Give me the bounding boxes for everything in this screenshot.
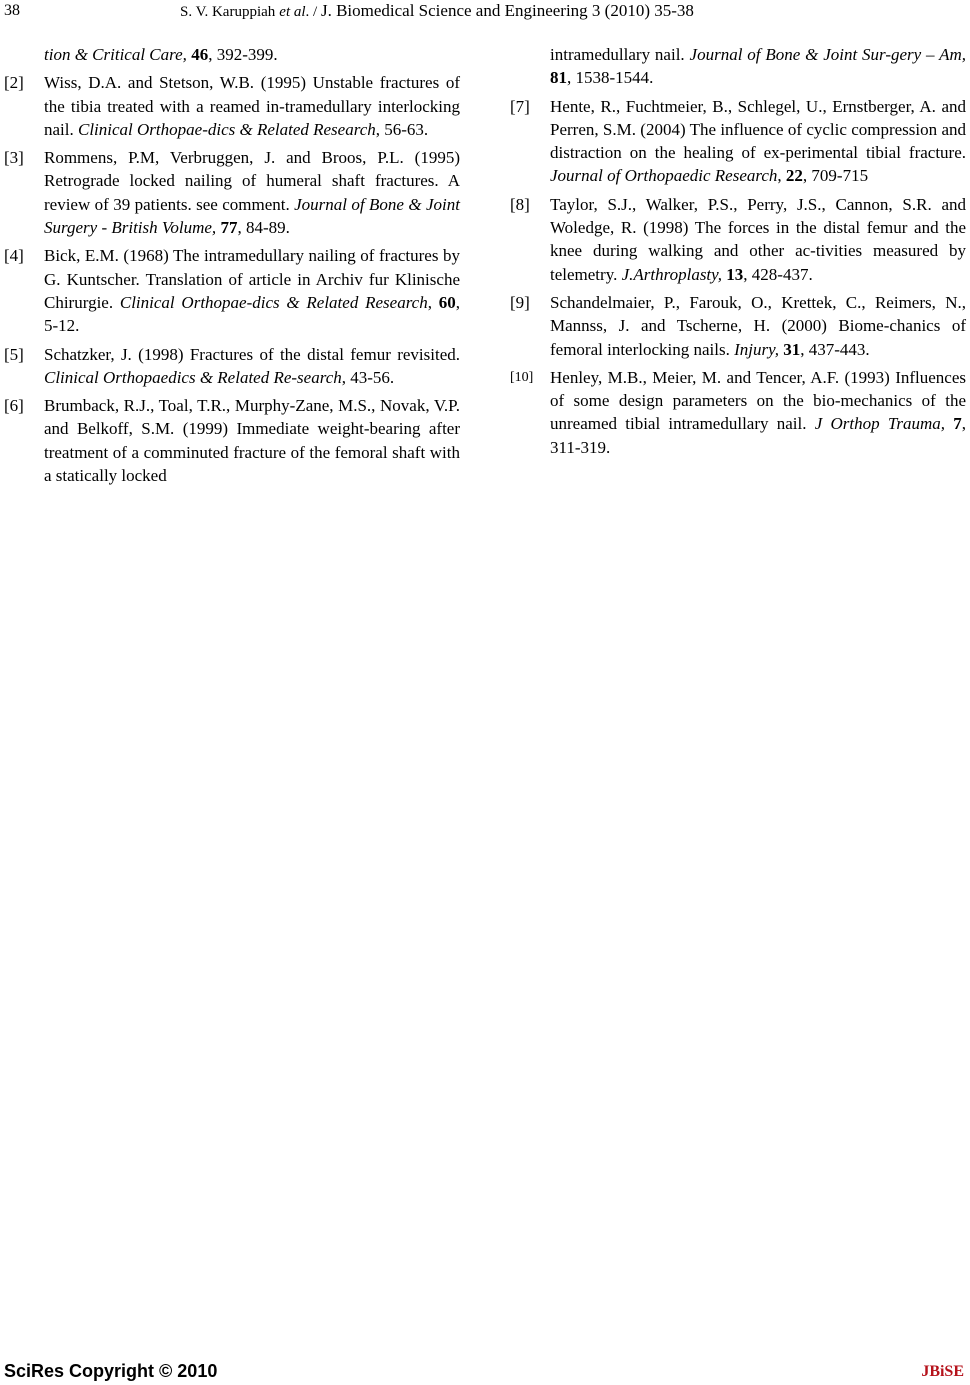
- journal-title: Clinical Orthopae-dics & Related Research: [78, 119, 376, 139]
- reference-segment: ,: [427, 292, 439, 312]
- reference-segment: Schandelmaier, P., Farouk, O., Krettek, C., Reimers, N., Mannss, J. and Tscherne, H. (2000) Biome-chanics of femoral interlocking nails.: [550, 292, 966, 359]
- journal-title: Injury,: [734, 339, 779, 359]
- journal-title: tion & Critical Care,: [44, 45, 187, 64]
- journal-title: Clinical Orthopae-dics & Related Research: [119, 292, 428, 312]
- reference-segment: Taylor, S.J., Walker, P.S., Perry, J.S., Cannon, S.R. and Woledge, R. (1998) The forces in the distal femur and the knee during walking and other ac-tivities measured by telemetry.: [550, 194, 966, 284]
- reference-number: [10]: [510, 369, 534, 385]
- reference-segment: Brumback, R.J., Toal, T.R., Murphy-Zane, M.S., Novak, V.P. and Belkoff, S.M. (1999) Immediate weight-bearing after treatment of a comminuted fracture of the femoral shaft with a statically locked: [44, 396, 460, 486]
- page-number: 38: [4, 2, 20, 19]
- reference-entry: [4, 343, 460, 390]
- journal-title: J.Arthroplasty,: [621, 264, 723, 284]
- reference-segment: , 1538-1544.: [567, 68, 654, 88]
- volume-number: 60: [438, 292, 456, 312]
- reference-segment: , 709-715: [802, 166, 869, 186]
- reference-segment: , 56-63.: [375, 119, 429, 139]
- reference-number: [3]: [4, 148, 24, 168]
- header-separator: . /: [305, 4, 321, 20]
- reference-number: [7]: [510, 96, 530, 116]
- reference-segment: , 428-437.: [743, 264, 813, 284]
- reference-text: [550, 43, 966, 90]
- references-left-column: [4, 43, 460, 492]
- volume-number: 31: [783, 339, 801, 359]
- reference-text: [44, 43, 460, 66]
- reference-segment: Bick, E.M. (1968) The intramedullary nailing of fractures by G. Kuntscher. Translation of article in Archiv fur Klinische Chirurgie.: [44, 246, 460, 312]
- journal-title: Journal of Orthopaedic Research: [550, 166, 778, 186]
- header-et-al: et al: [279, 4, 306, 20]
- reference-segment: , 437-443.: [800, 339, 870, 359]
- reference-number: [5]: [4, 344, 24, 364]
- reference-entry: [510, 193, 966, 286]
- reference-entry: [4, 244, 460, 337]
- volume-number: 7: [953, 414, 962, 434]
- reference-segment: Rommens, P.M, Verbruggen, J. and Broos, P.L. (1995) Retrograde locked nailing of humeral shaft fractures. A review of 39 patients. see comment.: [44, 148, 460, 214]
- page-footer: [0, 1355, 970, 1385]
- reference-segment: Henley, M.B., Meier, M. and Tencer, A.F. (1993) Influences of some design parameters on the bio-mechanics of the unreamed tibial intramedullary nail.: [550, 367, 966, 434]
- reference-text: [550, 366, 966, 459]
- references-right-column: [510, 43, 966, 464]
- journal-title: Journal of Bone & Joint Surgery - British Volume,: [44, 194, 460, 238]
- reference-number: [9]: [510, 292, 530, 312]
- reference-number: [2]: [4, 73, 24, 93]
- reference-text: [44, 343, 460, 390]
- reference-text: [44, 146, 460, 239]
- reference-number: [8]: [510, 194, 530, 214]
- reference-segment: [945, 414, 953, 433]
- reference-entry: [4, 394, 460, 487]
- copyright-notice: SciRes Copyright © 2010: [4, 1361, 218, 1381]
- reference-entry: [510, 291, 966, 361]
- reference-segment: , 84-89.: [237, 218, 290, 238]
- reference-segment: Wiss, D.A. and Stetson, W.B. (1995) Unstable fractures of the tibia treated with a reamed in-tramedullary interlocking nail.: [44, 73, 460, 139]
- volume-number: 81: [550, 68, 567, 88]
- journal-title: Clinical Orthopaedics & Related Re-search: [44, 367, 342, 387]
- running-title: [180, 1, 694, 22]
- reference-segment: Schatzker, J. (1998) Fractures of the distal femur revisited.: [44, 344, 460, 364]
- reference-text: [550, 193, 966, 286]
- reference-segment: , 392-399.: [208, 45, 278, 64]
- reference-entry: [510, 95, 966, 188]
- volume-number: 13: [726, 264, 744, 284]
- running-header: [0, 0, 970, 24]
- volume-number: 46: [191, 45, 209, 64]
- volume-number: 77: [220, 218, 238, 238]
- reference-text: [44, 244, 460, 337]
- volume-number: 22: [785, 166, 803, 186]
- reference-text: [44, 394, 460, 487]
- reference-text: [44, 71, 460, 141]
- reference-segment: intramedullary nail.: [550, 45, 690, 64]
- reference-segment: , 43-56.: [341, 367, 395, 387]
- journal-title: J Orthop Trauma,: [814, 414, 946, 434]
- reference-segment: ,: [777, 166, 786, 186]
- reference-entry: [4, 146, 460, 239]
- header-authors: S. V. Karuppiah: [180, 4, 276, 20]
- reference-number: [4]: [4, 246, 24, 266]
- reference-segment: , 311-319.: [550, 414, 966, 457]
- reference-entry: [4, 43, 460, 66]
- reference-text: [550, 95, 966, 188]
- reference-segment: Hente, R., Fuchtmeier, B., Schlegel, U., Ernstberger, A. and Perren, S.M. (2004) The influence of cyclic compression and distraction on the healing of ex-perimental tibial fracture.: [550, 96, 966, 163]
- reference-entry: [4, 71, 460, 141]
- reference-entry: [510, 366, 966, 459]
- reference-number: [6]: [4, 396, 24, 416]
- journal-brand-logo: JBiSE: [921, 1363, 964, 1380]
- journal-title: Journal of Bone & Joint Sur-gery – Am,: [689, 45, 966, 64]
- header-journal: J. Biomedical Science and Engineering 3 (2010) 35-38: [320, 1, 694, 20]
- reference-entry: [510, 43, 966, 90]
- reference-segment: , 5-12.: [44, 292, 460, 336]
- reference-text: [550, 291, 966, 361]
